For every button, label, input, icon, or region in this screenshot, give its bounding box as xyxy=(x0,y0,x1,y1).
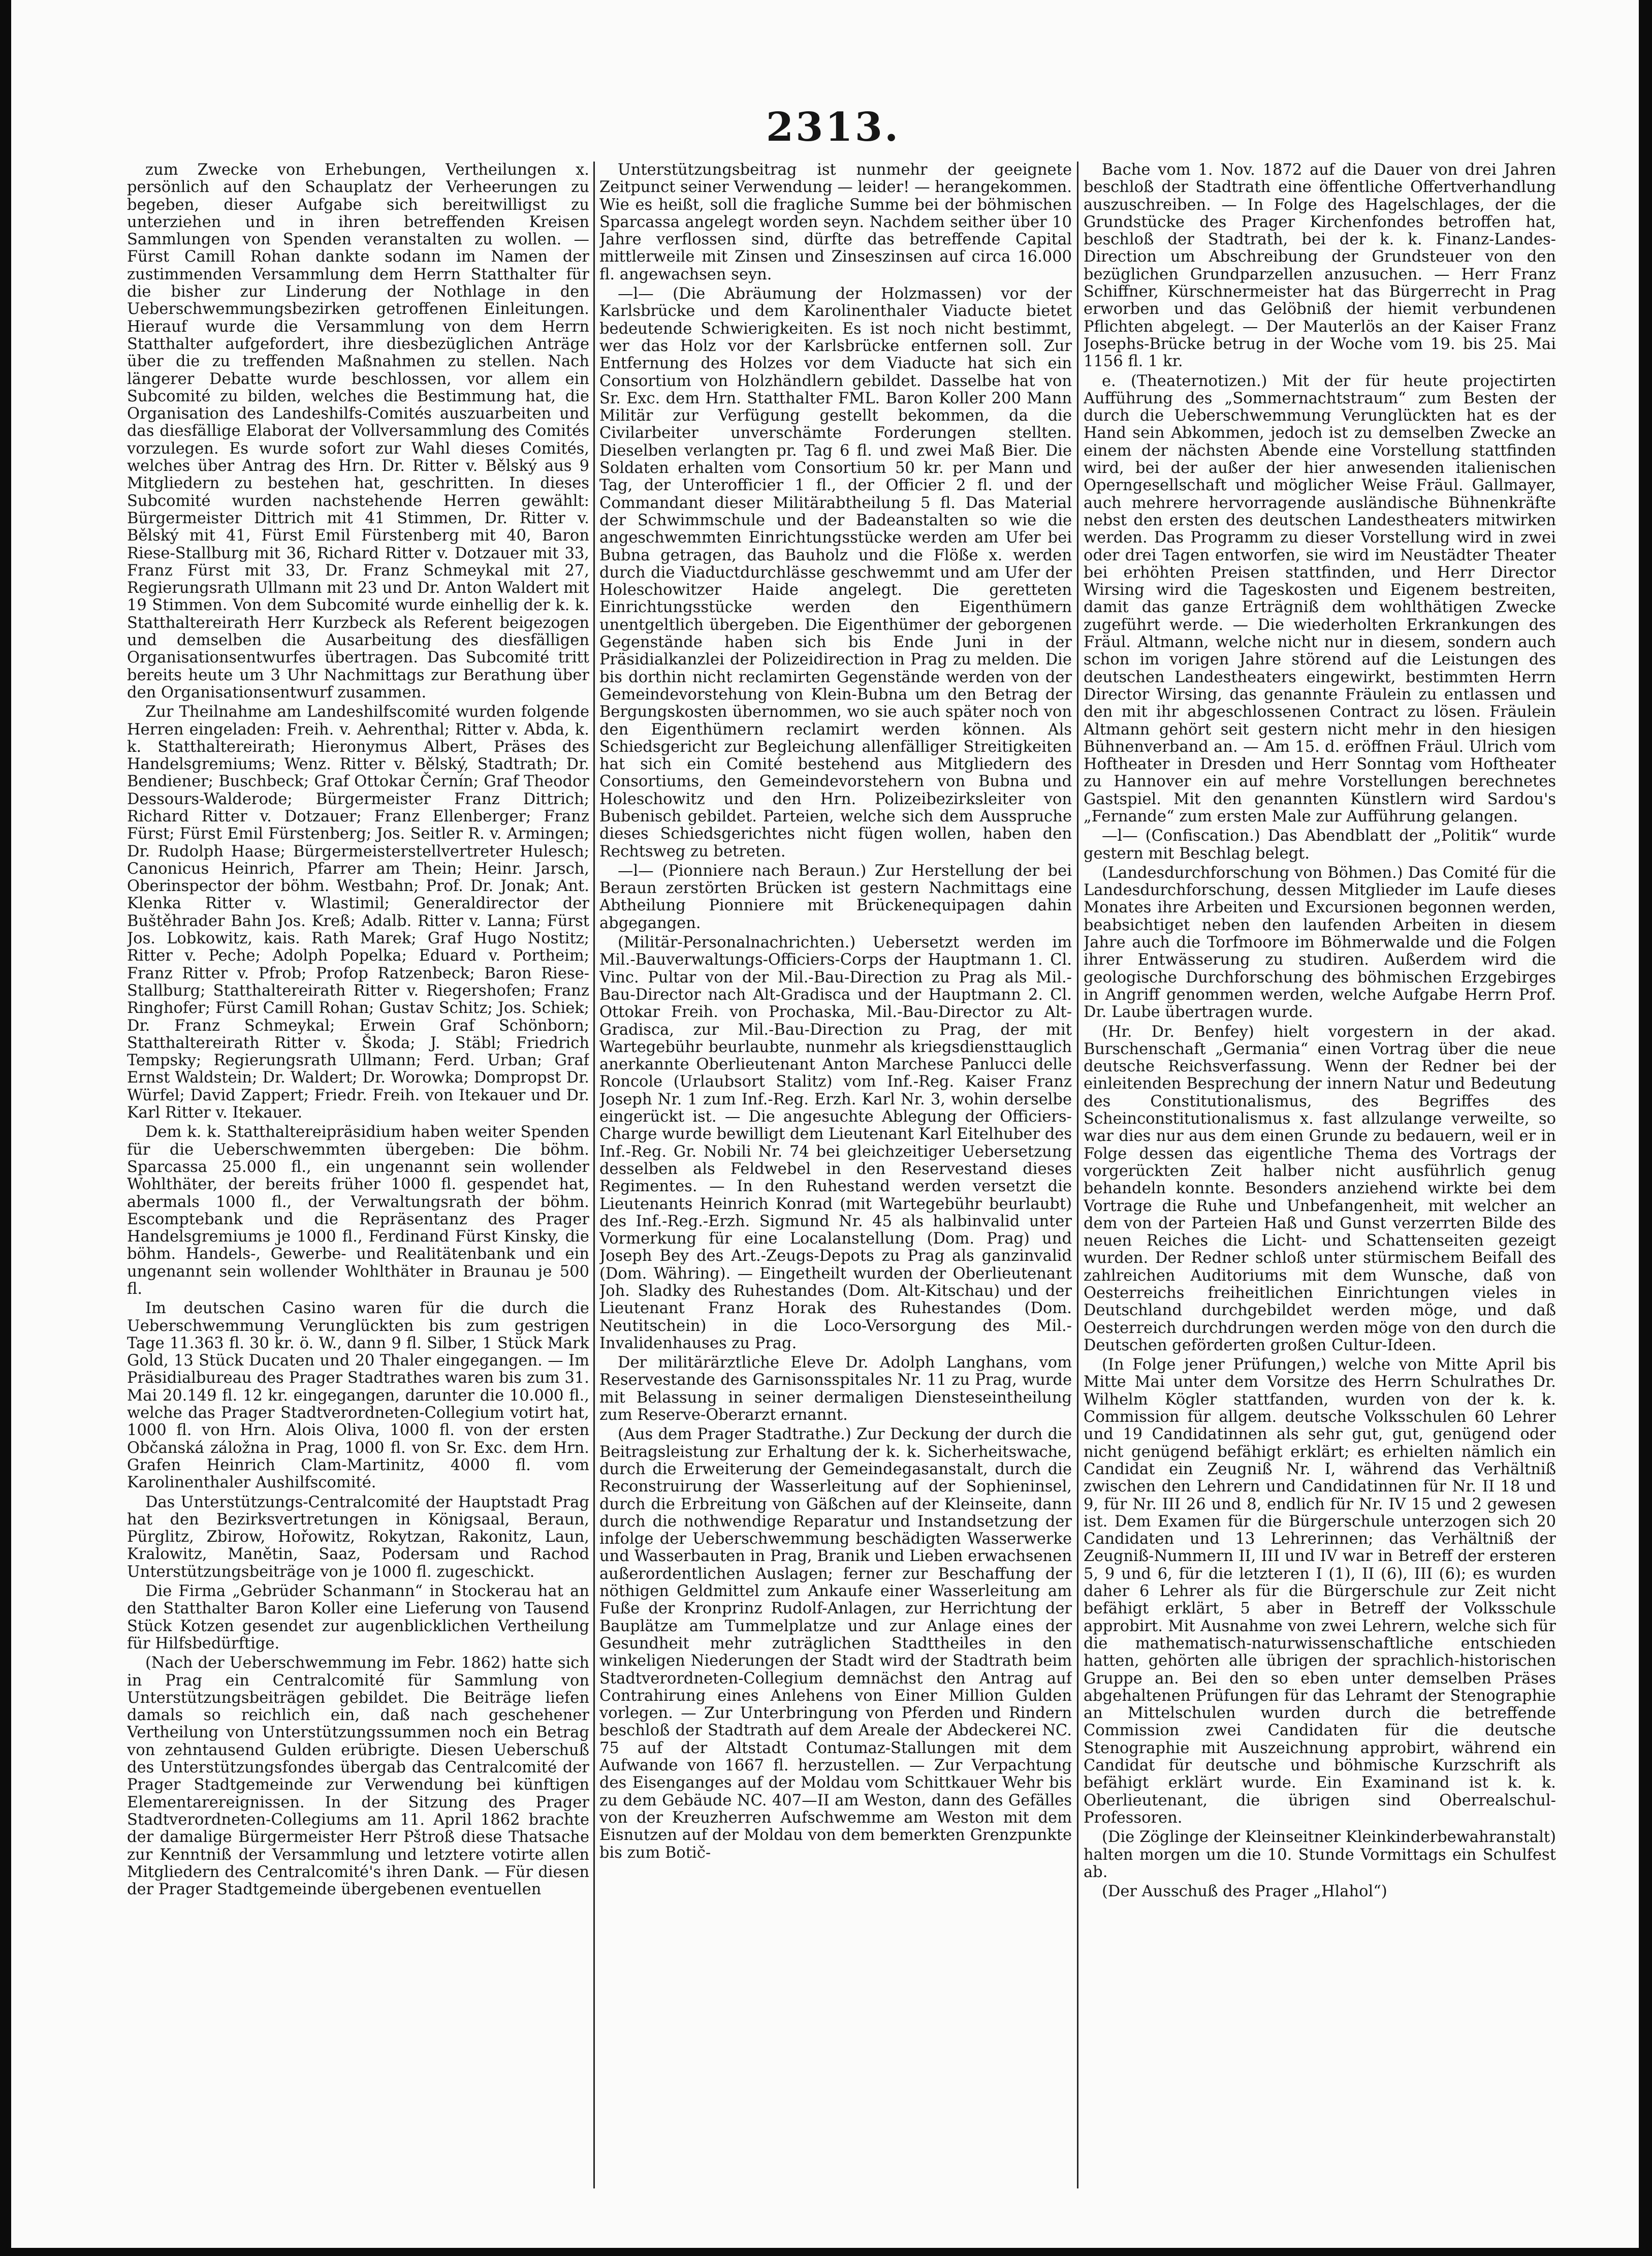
text-column-2 xyxy=(599,162,1072,2188)
paragraph: Dem k. k. Statthaltereipräsidium haben weiter Spenden für die Ueberschwemmten übergeben: Die böhm. Sparcassa 25.000 fl., ein ungenannt sein wollender Wohlthäter, der bereits früher 1000 fl. gespendet hat, abermals 1000 fl., der Verwaltungsrath der böhm. Escomptebank und die Repräsentanz des Prager Handelsgremiums je 1000 fl., Ferdinand Fürst Kinsky, die böhm. Handels-, Gewerbe- und Realitätenbank und ein ungenannt sein wollender Wohlthäter in Braunau je 500 fl. xyxy=(127,1123,589,1298)
paragraph: Im deutschen Casino waren für die durch die Ueberschwemmung Verunglückten bis zum gestrigen Tage 11.363 fl. 30 kr. ö. W., dann 9 fl. Silber, 1 Stück Mark Gold, 13 Stück Ducaten und 20 Thaler eingegangen. — Im Präsidialbureau des Prager Stadtrathes waren bis zum 31. Mai 20.149 fl. 12 kr. eingegangen, darunter die 10.000 fl., welche das Prager Stadtverordneten-Collegium votirt hat, 1000 fl. von Hrn. Alois Oliva, 1000 fl. von der ersten Občanská záložna in Prag, 1000 fl. von Sr. Exc. dem Hrn. Grafen Heinrich Clam-Martinitz, 4000 fl. vom Karolinenthaler Aushilfscomité. xyxy=(127,1299,589,1492)
paragraph: Die Firma „Gebrüder Schanmann“ in Stockerau hat an den Statthalter Baron Koller eine Lieferung von Tausend Stück Kotzen gesendet zur augenblicklichen Vertheilung für Hilfsbedürftige. xyxy=(127,1582,589,1653)
paragraph: (Landesdurchforschung von Böhmen.) Das Comité für die Landesdurchforschung, dessen Mitglieder im Laufe dieses Monates ihre Arbeiten und Excursionen begonnen werden, beabsichtiget neben den laufenden Arbeiten in diesem Jahre auch die Torfmoore im Böhmerwalde und die Folgen ihrer Entwässerung zu studiren. Außerdem wird die geologische Durchforschung des böhmischen Erzgebirges in Angriff genommen werden, welche Aufgabe Herrn Prof. Dr. Laube übertragen wurde. xyxy=(1084,864,1556,1022)
paragraph: —l— (Pionniere nach Beraun.) Zur Herstellung der bei Beraun zerstörten Brücken ist gestern Nachmittags eine Abtheilung Pionniere mit Brückenequipagen dahin abgegangen. xyxy=(599,862,1072,932)
paragraph: —l— (Die Abräumung der Holzmassen) vor der Karlsbrücke und dem Karolinenthaler Viaducte bietet bedeutende Schwierigkeiten. Es ist noch nicht bestimmt, wer das Holz vor der Karlsbrücke entfernen soll. Zur Entfernung des Holzes vor dem Viaducte hat sich ein Consortium von Holzhändlern gebildet. Dasselbe hat von Sr. Exc. dem Hrn. Statthalter FML. Baron Koller 200 Mann Militär zur Verfügung gestellt bekommen, da die Civilarbeiter unverschämte Forderungen stellten. Dieselben verlangten pr. Tag 6 fl. und zwei Maß Bier. Die Soldaten erhalten vom Consortium 50 kr. per Mann und Tag, der Unterofficier 1 fl., der Officier 2 fl. und der Commandant dieser Militärabtheilung 5 fl. Das Material der Schwimmschule und der Badeanstalten so wie die angeschwemmten Einrichtungsstücke werden am Ufer bei Bubna getragen, das Bauholz und die Flöße x. werden durch die Viaductdurchlässe geschwemmt und am Ufer der Holeschowitzer Haide angelegt. Die geretteten Einrichtungsstücke werden den Eigenthümern unentgeltlich übergeben. Die Eigenthümer der geborgenen Gegenstände haben sich bis Ende Juni in der Präsidialkanzlei der Polizeidirection in Prag zu melden. Die bis dorthin nicht reclamirten Gegenstände werden von der Gemeindevorstehung von Klein-Bubna um den Betrag der Bergungskosten übernommen, wo sie auch später noch von den Eigenthümern reclamirt werden können. Als Schiedsgericht zur Begleichung allenfälliger Streitigkeiten hat sich ein Comité bestehend aus Mitgliedern des Consortiums, den Gemeindevorstehern von Bubna und Holeschowitz und den Hrn. Polizeibezirksleiter von Bubenisch gebildet. Parteien, welche sich dem Ausspruche dieses Schiedsgerichtes nicht fügen wollen, haben den Rechtsweg zu betreten. xyxy=(599,285,1072,861)
paragraph: (Nach der Ueberschwemmung im Febr. 1862) hatte sich in Prag ein Centralcomité für Sammlung von Unterstützungsbeiträgen gebildet. Die Beiträge liefen damals so reichlich ein, daß nach geschehener Vertheilung von Unterstützungssummen noch ein Betrag von zehntausend Gulden erübrigte. Diesen Ueberschuß des Unterstützungsfondes übergab das Centralcomité der Prager Stadtgemeinde zur Verwendung bei künftigen Elementarereignissen. In der Sitzung des Prager Stadtverordneten-Collegiums am 11. April 1862 brachte der damalige Bürgermeister Herr Pštroß diese Thatsache zur Kenntniß der Versammlung und letztere votirte allen Mitgliedern des Centralcomité's ihren Dank. — Für diesen der Prager Stadtgemeinde übergebenen eventuellen xyxy=(127,1654,589,1899)
paragraph: Das Unterstützungs-Centralcomité der Hauptstadt Prag hat den Bezirksvertretungen in Königsaal, Beraun, Pürglitz, Zbirow, Hořowitz, Rokytzan, Rakonitz, Laun, Kralowitz, Manětin, Saaz, Podersam und Rachod Unterstützungsbeiträge von je 1000 fl. zugeschickt. xyxy=(127,1493,589,1581)
paragraph: (Die Zöglinge der Kleinseitner Kleinkinderbewahranstalt) halten morgen um die 10. Stunde Vormittags ein Schulfest ab. xyxy=(1084,1828,1556,1881)
paragraph: (Der Ausschuß des Prager „Hlahol“) xyxy=(1102,1883,1387,1901)
paragraph: e. (Theaternotizen.) Mit der für heute projectirten Aufführung des „Sommernachtstraum“ zum Besten der durch die Ueberschwemmung Verunglückten hat es der Hand sein Abkommen, jedoch ist zu demselben Zwecke an einem der nächsten Abende eine Vorstellung stattfinden wird, bei der außer der hier anwesenden italienischen Operngesellschaft und möglicher Weise Fräul. Gallmayer, auch mehrere hervorragende ausländische Bühnenkräfte nebst den ersten des deutschen Landestheaters mitwirken werden. Das Programm zu dieser Vorstellung wird in zwei oder drei Tagen entworfen, sie wird im Neustädter Theater bei erhöhten Preisen stattfinden, und Herr Director Wirsing wird die Tageskosten und Eigenem bestreiten, damit das ganze Erträgniß dem wohlthätigen Zwecke zugeführt werde. — Die wiederholten Erkrankungen des Fräul. Altmann, welche nicht nur in diesem, sondern auch schon im vorigen Jahre störend auf die Leistungen des deutschen Landestheaters eingewirkt, bestimmten Herrn Director Wirsing, das genannte Fräulein zu entlassen und den mit ihr abgeschlossenen Contract zu lösen. Fräulein Altmann gehört seit gestern nicht mehr in den hiesigen Bühnenverband an. — Am 15. d. eröffnen Fräul. Ulrich vom Hoftheater in Dresden und Herr Sonntag vom Hoftheater zu Hannover ein auf mehre Vorstellungen berechnetes Gastspiel. Mit den genannten Künstlern wird Sardou's „Fernande“ zum ersten Male zur Aufführung gelangen. xyxy=(1084,372,1556,825)
paragraph: Bache vom 1. Nov. 1872 auf die Dauer von drei Jahren beschloß der Stadtrath eine öffentliche Offertverhandlung auszuschreiben. — In Folge des Hagelschlages, der die Grundstücke des Prager Kirchenfondes betroffen hat, beschloß der Stadtrath, bei der k. k. Finanz-Landes-Direction um Abschreibung der Grundsteuer von den bezüglichen Grundparzellen anzusuchen. — Herr Franz Schiffner, Kürschnermeister hat das Bürgerrecht in Prag erworben und das Gelöbniß der hiemit verbundenen Pflichten abgelegt. — Der Mauterlös an der Kaiser Franz Josephs-Brücke betrug in der Woche vom 19. bis 25. Mai 1156 fl. 1 kr. xyxy=(1084,162,1556,371)
paragraph: Der militärärztliche Eleve Dr. Adolph Langhans, vom Reservestande des Garnisonsspitales Nr. 11 zu Prag, wurde mit Belassung in seiner dermaligen Diensteseintheilung zum Reserve-Oberarzt ernannt. xyxy=(599,1354,1072,1424)
paragraph: (Aus dem Prager Stadtrathe.) Zur Deckung der durch die Beitragsleistung zur Erhaltung der k. k. Sicherheitswache, durch die Erweiterung der Gemeindegasanstalt, durch die Reconstruirung der Wasserleitung auf der Sophieninsel, durch die Erbreitung von Gäßchen auf der Kleinseite, dann durch die nothwendige Reparatur und Instandsetzung der infolge der Ueberschwemmung beschädigten Wasserwerke und Wasserbauten in Prag, Branik und Lieben erwachsenen außerordentlichen Auslagen; ferner zur Beschaffung der nöthigen Geldmittel zum Ankaufe einer Wasserleitung am Fuße der Kronprinz Rudolf-Anlagen, zur Herrichtung der Bauplätze am Tummelplatze und zur Anlage eines der Gesundheit mehr zuträglichen Stadttheiles in den winkeligen Niederungen der Stadt wird der Stadtrath beim Stadtverordneten-Collegium demnächst den Antrag auf Contrahirung eines Anlehens von Einer Million Gulden vorlegen. — Zur Unterbringung von Pferden und Rindern beschloß der Stadtrath auf dem Areale der Abdeckerei NC. 75 auf der Altstadt Contumaz-Stallungen mit dem Aufwande von 1667 fl. herzustellen. — Zur Verpachtung des Eisenganges auf der Moldau vom Schittkauer Wehr bis zu dem Gebäude NC. 407—II am Weston, dann des Gefälles von der Kreuzherren Aufschwemme am Weston mit dem Eisnutzen auf der Moldau von dem bemerkten Grenzpunkte bis zum Botič- xyxy=(599,1425,1072,1862)
paragraph: Unterstützungsbeitrag ist nunmehr der geeignete Zeitpunct seiner Verwendung — leider! — herangekommen. Wie es heißt, soll die fragliche Summe bei der böhmischen Sparcassa angelegt worden seyn. Nachdem seither über 10 Jahre verflossen sind, dürfte das betreffende Capital mittlerweile mit Zinsen und Zinseszinsen auf circa 16.000 fl. angewachsen seyn. xyxy=(599,162,1072,283)
scan-edge-bottom xyxy=(0,2248,1652,2256)
column-rule xyxy=(1077,162,1078,2188)
text-column-1 xyxy=(127,162,589,2188)
scan-edge-right xyxy=(1639,0,1652,2256)
paragraph: Zur Theilnahme am Landeshilfscomité wurden folgende Herren eingeladen: Freih. v. Aehrenthal; Ritter v. Abda, k. k. Statthaltereirath; Hieronymus Albert, Präses des Handelsgremiums; Wenz. Ritter v. Bělský, Stadtrath; Dr. Bendiener; Buschbeck; Graf Ottokar Černín; Graf Theodor Dessours-Walderode; Bürgermeister Franz Dittrich; Richard Ritter v. Dotzauer; Franz Ellenberger; Franz Fürst; Fürst Emil Fürstenberg; Jos. Seitler R. v. Armingen; Dr. Rudolph Haase; Bürgermeisterstellvertreter Hulesch; Canonicus Heinrich, Pfarrer am Thein; Heinr. Jarsch, Oberinspector der böhm. Westbahn; Prof. Dr. Jonak; Ant. Klenka Ritter v. Wlastimil; Generaldirector der Buštěhrader Bahn Jos. Kreß; Adalb. Ritter v. Lanna; Fürst Jos. Lobkowitz, kais. Rath Marek; Graf Hugo Nostitz; Ritter v. Peche; Adolph Popelka; Eduard v. Portheim; Franz Ritter v. Pfrob; Profop Ratzenbeck; Baron Riese-Stallburg; Statthaltereirath Ritter v. Riegershofen; Franz Ringhofer; Fürst Camill Rohan; Gustav Schitz; Jos. Schiek; Dr. Franz Schmeykal; Erwein Graf Schönborn; Statthaltereirath Ritter v. Škoda; J. Stäbl; Friedrich Tempsky; Regierungsrath Ullmann; Ferd. Urban; Graf Ernst Waldstein; Dr. Waldert; Dr. Worowka; Dompropst Dr. Würfel; David Zappert; Friedr. Freih. von Itekauer und Dr. Karl Ritter v. Itekauer. xyxy=(127,703,589,1122)
paragraph: (Hr. Dr. Benfey) hielt vorgestern in der akad. Burschenschaft „Germania“ einen Vortrag über die neue deutsche Reichsverfassung. Wenn der Redner bei der einleitenden Besprechung der innern Natur und Bedeutung des Constitutionalismus, des Begriffes des Scheinconstitutionalismus x. fast allzulange verweilte, so war dies nur aus dem einen Grunde zu bedauern, weil er in Folge dessen das eigentliche Thema des Vortrags der vorgerückten Zeit halber nicht ausführlich genug behandeln konnte. Besonders anziehend wirkte bei dem Vortrage die Ruhe und Unbefangenheit, mit welcher an dem von der Parteien Haß und Gunst verzerrten Bilde des neuen Reiches die Licht- und Schattenseiten gezeigt wurden. Der Redner schloß unter stürmischem Beifall des zahlreichen Auditoriums mit dem Wunsche, daß von Oesterreichs freiheitlichen Einrichtungen vieles in Deutschland durchgebildet werden möge, und daß Oesterreich durchdrungen werden möge von den durch die Deutschen geförderten großen Cultur-Ideen. xyxy=(1084,1023,1556,1354)
column-rule xyxy=(593,162,595,2188)
page-number: 2313. xyxy=(766,104,901,150)
text-column-3 xyxy=(1084,162,1556,2188)
paragraph: —l— (Confiscation.) Das Abendblatt der „Politik“ wurde gestern mit Beschlag belegt. xyxy=(1084,827,1556,863)
paragraph: (In Folge jener Prüfungen,) welche von Mitte April bis Mitte Mai unter dem Vorsitze des Herrn Schulrathes Dr. Wilhelm Kögler stattfanden, wurden von der k. k. Commission für allgem. deutsche Volksschulen 60 Lehrer und 19 Candidatinnen als sehr gut, gut, genügend oder nicht genügend befähigt erklärt; es erhielten nämlich ein Candidat ein Zeugniß Nr. I, während das Verhältniß zwischen den Lehrern und Candidatinnen für Nr. II 18 und 9, für Nr. III 26 und 8, endlich für Nr. IV 15 und 2 gewesen ist. Dem Examen für die Bürgerschule unterzogen sich 20 Candidaten und 13 Lehrerinnen; das Verhältniß der Zeugniß-Nummern II, III und IV war in Betreff der ersteren 5, 9 und 6, für die letzteren I (1), II (6), III (6); es wurden daher 6 Lehrer als für die Bürgerschule zur Zeit nicht befähigt erklärt, 5 aber in Betreff der Volksschule approbirt. Mit Ausnahme von zwei Lehrern, welche sich für die mathematisch-naturwissenschaftliche entschieden hatten, gehörten alle übrigen der sprachlich-historischen Gruppe an. Bei den so eben unter demselben Präses abgehaltenen Prüfungen für das Lehramt der Stenographie an Mittelschulen wurden durch die betreffende Commission zwei Candidaten für die deutsche Stenographie mit Auszeichnung approbirt, während ein Candidat für deutsche und böhmische Kurzschrift als befähigt erklärt wurde. Ein Examinand ist k. k. Oberlieutenant, die übrigen sind Oberrealschul-Professoren. xyxy=(1084,1356,1556,1827)
scan-edge-left xyxy=(0,0,11,2256)
paragraph: zum Zwecke von Erhebungen, Vertheilungen x. persönlich auf den Schauplatz der Verheerungen zu begeben, dieser Aufgabe sich bereitwilligst zu unterziehen und in ihren betreffenden Kreisen Sammlungen von Spenden veranstalten zu wollen. — Fürst Camill Rohan dankte sodann im Namen der zustimmenden Versammlung dem Herrn Statthalter für die bisher zur Linderung der Nothlage in den Ueberschwemmungsbezirken getroffenen Einleitungen. Hierauf wurde die Versammlung von dem Herrn Statthalter aufgefordert, ihre diesbezüglichen Anträge über die zu treffenden Maßnahmen zu stellen. Nach längerer Debatte wurde beschlossen, vor allem ein Subcomité zu bilden, welches die Bestimmung hat, die Organisation des Landeshilfs-Comités auszuarbeiten und das diesfällige Elaborat der Vollversammlung des Comités vorzulegen. Es wurde sofort zur Wahl dieses Comités, welches über Antrag des Hrn. Dr. Ritter v. Bělský aus 9 Mitgliedern zu bestehen hat, geschritten. In dieses Subcomité wurden nachstehende Herren gewählt: Bürgermeister Dittrich mit 41 Stimmen, Dr. Ritter v. Bělský mit 41, Fürst Emil Fürstenberg mit 40, Baron Riese-Stallburg mit 36, Richard Ritter v. Dotzauer mit 33, Franz Fürst mit 33, Dr. Franz Schmeykal mit 27, Regierungsrath Ullmann mit 23 und Dr. Anton Waldert mit 19 Stimmen. Von dem Subcomité wurde einhellig der k. k. Statthaltereirath Herr Kurzbeck als Referent beigezogen und demselben die Ausarbeitung des diesfälligen Organisationsentwurfes übertragen. Das Subcomité tritt bereits heute um 3 Uhr Nachmittags zur Berathung über den Organisationsentwurf zusammen. xyxy=(127,162,589,702)
paragraph: (Militär-Personalnachrichten.) Uebersetzt werden im Mil.-Bauverwaltungs-Officiers-Corps der Hauptmann 1. Cl. Vinc. Pultar von der Mil.-Bau-Direction zu Prag als Mil.-Bau-Director nach Alt-Gradisca und der Hauptmann 2. Cl. Ottokar Freih. von Prochaska, Mil.-Bau-Director zu Alt-Gradisca, zur Mil.-Bau-Direction zu Prag, der mit Wartegebühr beurlaubte, nunmehr als kriegsdiensttauglich anerkannte Oberlieutenant Anton Marchese Panlucci delle Roncole (Urlaubsort Stalitz) vom Inf.-Reg. Kaiser Franz Joseph Nr. 1 zum Inf.-Reg. Erzh. Karl Nr. 3, wohin derselbe eingerückt ist. — Die angesuchte Ablegung der Officiers-Charge wurde bewilligt dem Lieutenant Karl Eitelhuber des Inf.-Reg. Gr. Nobili Nr. 74 bei gleichzeitiger Uebersetzung desselben als Feldwebel in den Reservestand dieses Regimentes. — In den Ruhestand werden versetzt die Lieutenants Heinrich Konrad (mit Wartegebühr beurlaubt) des Inf.-Reg.-Erzh. Sigmund Nr. 45 als halbinvalid unter Vormerkung für eine Localanstellung (Dom. Prag) und Joseph Bey des Art.-Zeugs-Depots zu Prag als ganzinvalid (Dom. Währing). — Eingetheilt wurden der Oberlieutenant Joh. Sladky des Ruhestandes (Dom. Alt-Kitschau) und der Lieutenant Franz Horak des Ruhestandes (Dom. Neutitschein) in die Loco-Versorgung des Mil.-Invalidenhauses zu Prag. xyxy=(599,934,1072,1352)
